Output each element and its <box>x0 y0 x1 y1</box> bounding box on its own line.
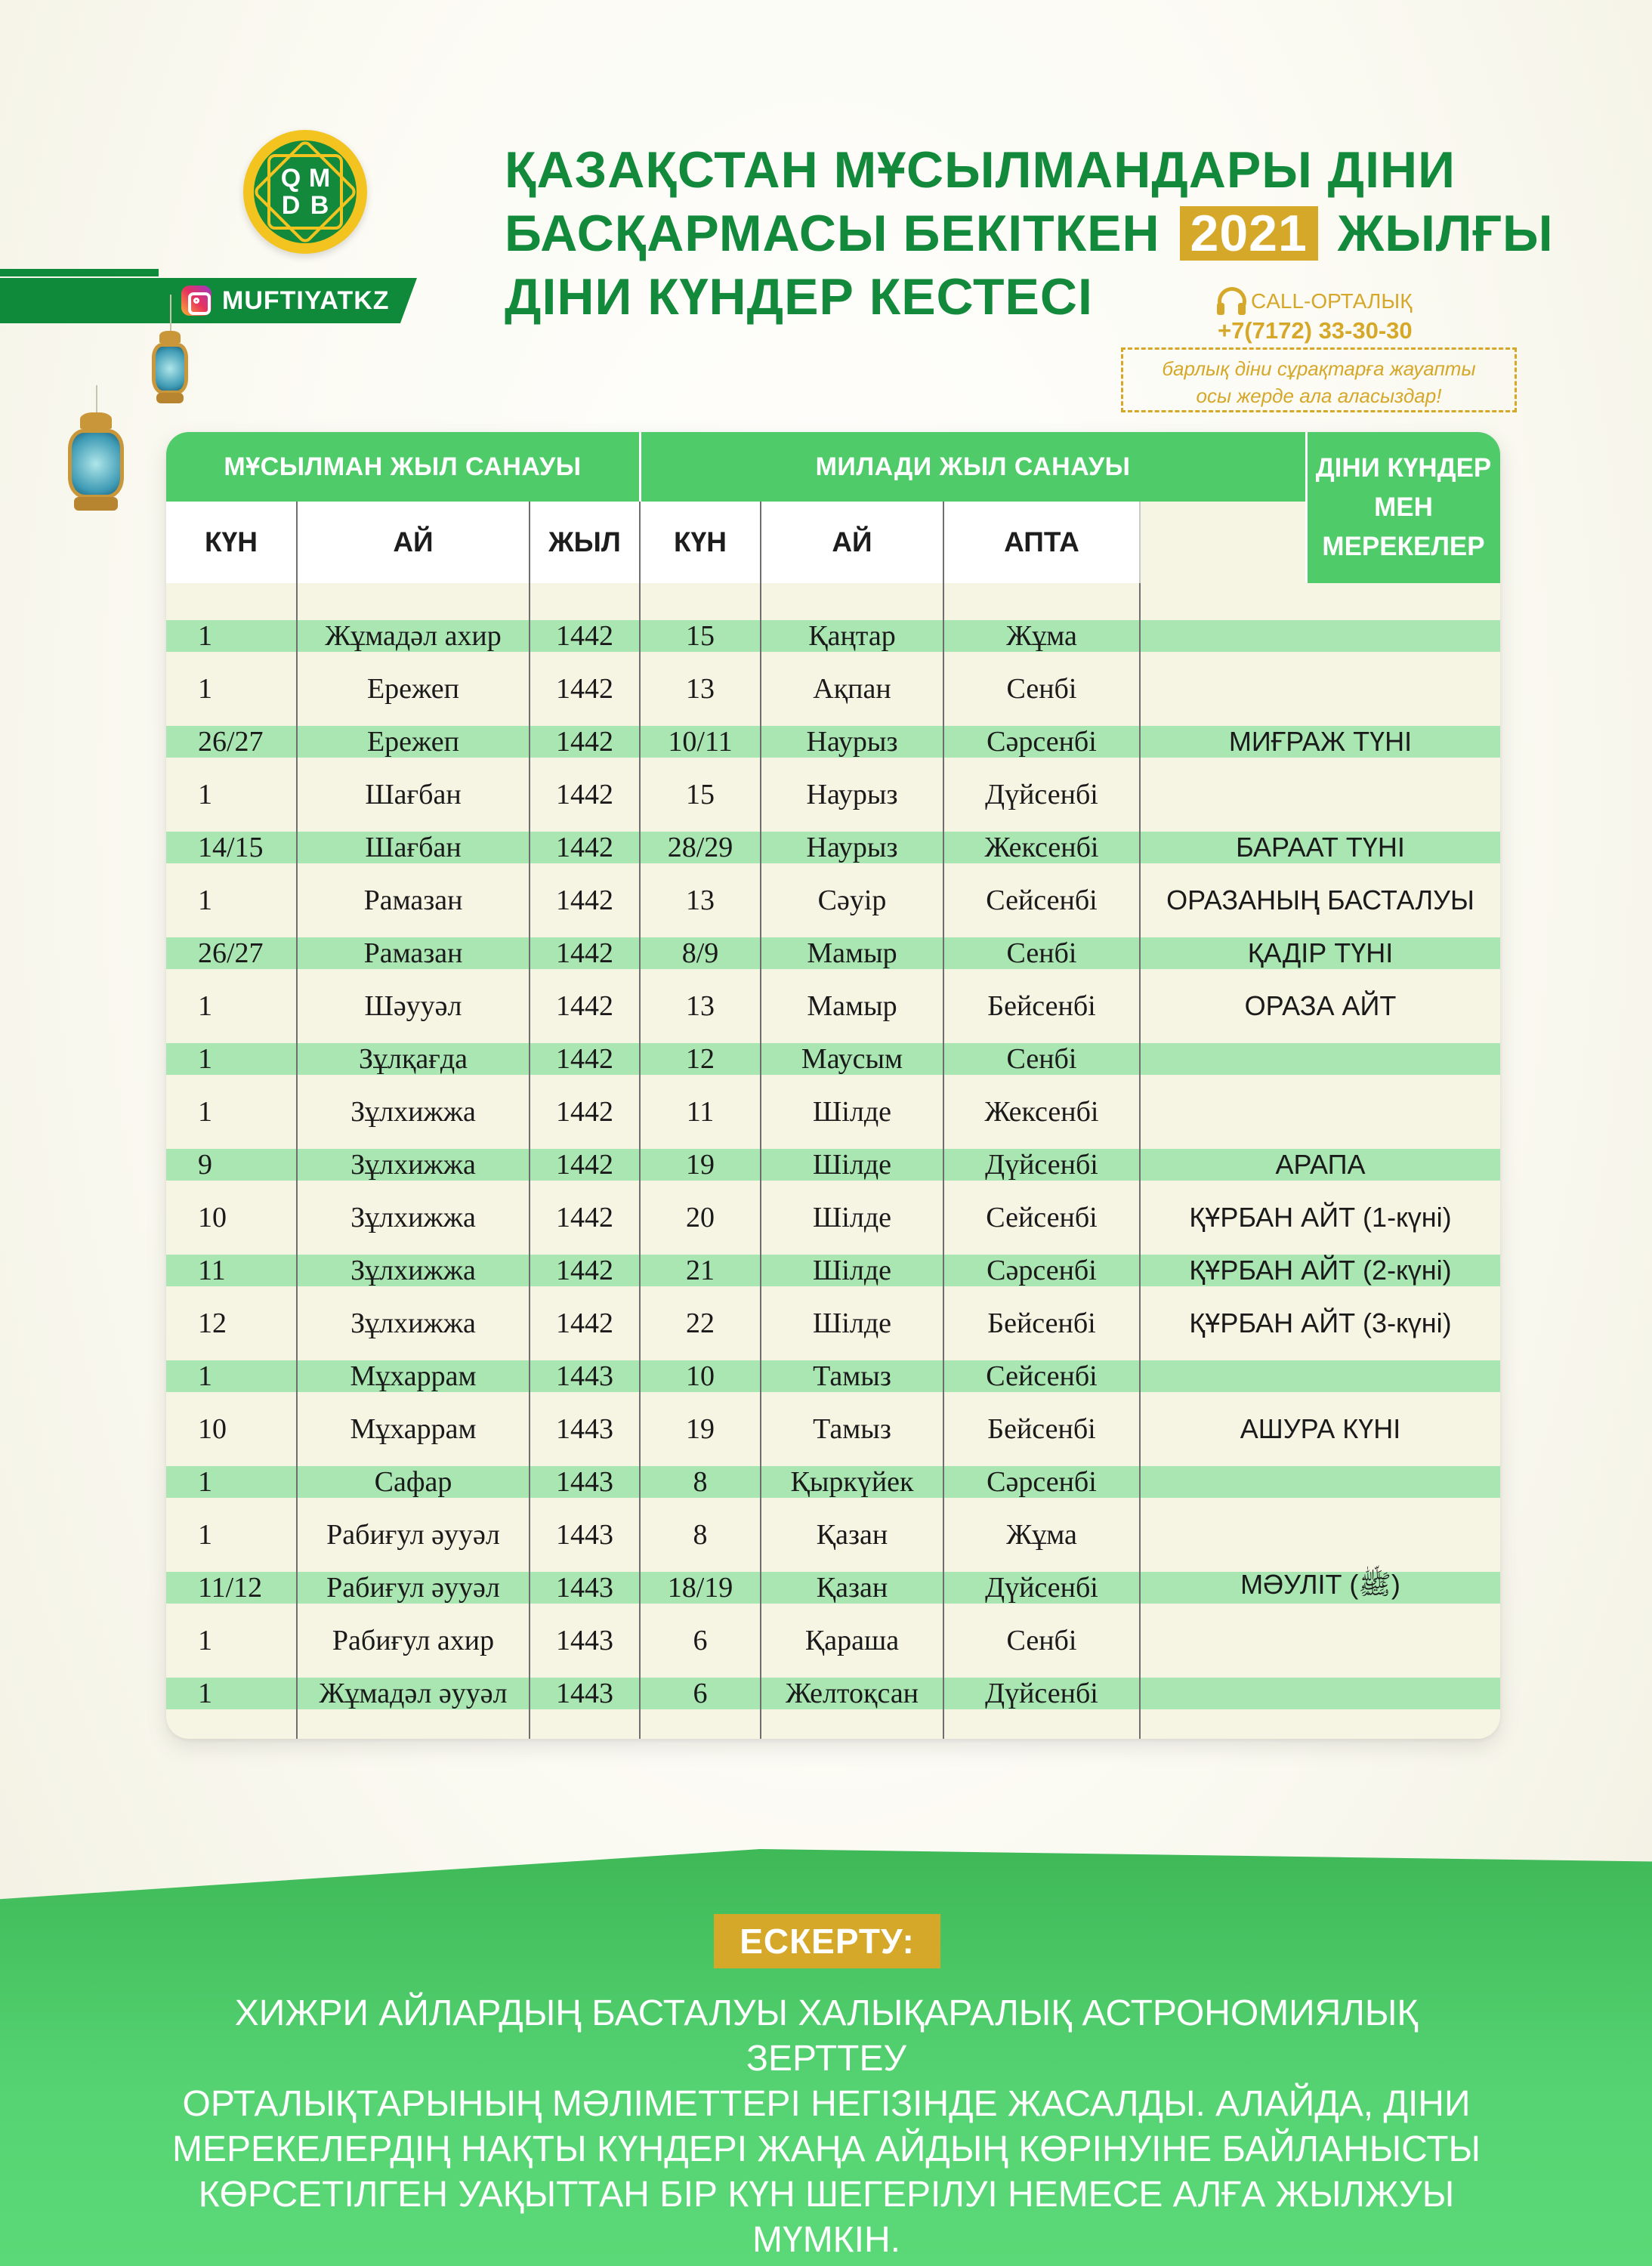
table-row <box>166 610 1500 662</box>
cell-weekday: Дүйсенбі <box>985 779 1098 810</box>
cell-gregorian-day: 13 <box>686 884 715 916</box>
cell-gregorian-month: Қыркүйек <box>790 1466 914 1498</box>
cell-hijri-month: Зұлқағда <box>358 1043 468 1075</box>
cell-day: 1 <box>198 1519 212 1551</box>
cell-hijri-year: 1443 <box>556 1413 613 1445</box>
cell-hijri-year: 1442 <box>556 884 613 916</box>
cell-hijri-year: 1442 <box>556 1149 613 1181</box>
call-center <box>1218 287 1429 344</box>
cell-gregorian-month: Шілде <box>812 1255 892 1286</box>
cell-hijri-year: 1442 <box>556 779 613 810</box>
cell-holiday <box>1141 1456 1500 1508</box>
column-header-month: АЙ <box>298 502 529 583</box>
cell-hijri-month: Шағбан <box>365 779 462 810</box>
call-center-phone[interactable]: +7(7172) 33-30-30 <box>1218 317 1413 344</box>
table-row <box>166 1350 1500 1403</box>
cell-weekday: Сейсенбі <box>986 1360 1098 1392</box>
cell-holiday: ҚҰРБАН АЙТ (3-күні) <box>1189 1307 1452 1338</box>
cell-holiday: АШУРА КҮНІ <box>1240 1413 1401 1444</box>
cell-holiday <box>1141 1350 1500 1403</box>
cell-gregorian-day: 20 <box>686 1202 715 1233</box>
cell-gregorian-month: Қараша <box>804 1625 900 1656</box>
cell-weekday: Бейсенбі <box>987 1413 1096 1445</box>
cell-gregorian-month: Тамыз <box>813 1413 891 1445</box>
cell-hijri-month: Мұхаррам <box>350 1413 477 1445</box>
cell-gregorian-month: Ақпан <box>813 673 891 705</box>
table-row <box>166 768 1500 821</box>
cell-gregorian-day: 28/29 <box>667 832 733 863</box>
cell-hijri-year: 1443 <box>556 1572 613 1604</box>
cell-hijri-month: Рабиғул әууәл <box>326 1519 500 1551</box>
cell-hijri-month: Рамазан <box>363 884 463 916</box>
cell-weekday: Сәрсенбі <box>987 1255 1097 1286</box>
cell-weekday: Жексенбі <box>984 1096 1099 1128</box>
cell-hijri-month: Шәууәл <box>364 990 462 1022</box>
cell-day: 12 <box>198 1307 227 1339</box>
cell-hijri-month: Зұлхижжа <box>350 1255 476 1286</box>
cell-gregorian-day: 8 <box>693 1519 708 1551</box>
cell-day: 9 <box>198 1149 212 1181</box>
cell-weekday: Бейсенбі <box>987 990 1096 1022</box>
cell-holiday <box>1141 1508 1500 1561</box>
title-line-3: ДІНИ КҮНДЕР КЕСТЕСІ <box>505 268 1093 326</box>
cell-gregorian-day: 6 <box>693 1625 708 1656</box>
cell-gregorian-day: 19 <box>686 1149 715 1181</box>
cell-gregorian-day: 13 <box>686 990 715 1022</box>
cell-weekday: Дүйсенбі <box>985 1149 1098 1181</box>
cell-day: 1 <box>198 779 212 810</box>
cell-gregorian-day: 13 <box>686 673 715 705</box>
cell-weekday: Сенбі <box>1006 673 1077 705</box>
title-line-1: ҚАЗАҚСТАН МҰСЫЛМАНДАРЫ ДІНИ <box>505 141 1456 199</box>
table-row <box>166 1508 1500 1561</box>
cell-gregorian-day: 21 <box>686 1255 715 1286</box>
headset-icon <box>1218 287 1246 316</box>
cell-gregorian-day: 11 <box>686 1096 715 1128</box>
cell-gregorian-month: Тамыз <box>813 1360 891 1392</box>
cell-day: 10 <box>198 1202 227 1233</box>
cell-weekday: Сенбі <box>1006 937 1077 969</box>
cell-hijri-month: Зұлхижжа <box>350 1307 476 1339</box>
cell-hijri-year: 1442 <box>556 832 613 863</box>
cell-gregorian-day: 10/11 <box>668 726 733 758</box>
cell-holiday: АРАПА <box>1275 1149 1366 1180</box>
cell-gregorian-day: 15 <box>686 620 715 652</box>
cell-weekday: Сәрсенбі <box>987 1466 1097 1498</box>
table-row <box>166 874 1500 927</box>
cell-hijri-month: Ережеп <box>366 726 460 758</box>
cell-hijri-year: 1443 <box>556 1519 613 1551</box>
cell-weekday: Сәрсенбі <box>987 726 1097 758</box>
qmdb-logo <box>243 130 367 254</box>
group-header-muslim: МҰСЫЛМАН ЖЫЛ САНАУЫ <box>166 432 639 502</box>
ribbon-stripe <box>0 269 159 276</box>
cell-day: 1 <box>198 673 212 705</box>
cell-holiday: БАРААТ ТҮНІ <box>1236 832 1405 863</box>
group-header-holidays: ДІНИ КҮНДЕР МЕН МЕРЕКЕЛЕР <box>1307 432 1500 583</box>
lantern-icon <box>147 317 193 431</box>
cell-day: 1 <box>198 1043 212 1075</box>
column-header-year: ЖЫЛ <box>530 502 639 583</box>
cell-gregorian-month: Наурыз <box>806 832 898 863</box>
cell-day: 14/15 <box>198 832 264 863</box>
cell-day: 1 <box>198 1625 212 1656</box>
cell-hijri-month: Рабиғул ахир <box>332 1625 495 1656</box>
cell-hijri-year: 1442 <box>556 1255 613 1286</box>
cell-weekday: Дүйсенбі <box>985 1572 1098 1604</box>
table-row <box>166 662 1500 715</box>
cell-day: 1 <box>198 990 212 1022</box>
cell-weekday: Сенбі <box>1006 1625 1077 1656</box>
logo-inner <box>254 140 357 243</box>
cell-weekday: Дүйсенбі <box>985 1678 1098 1709</box>
cell-day: 1 <box>198 884 212 916</box>
cell-gregorian-day: 10 <box>686 1360 715 1392</box>
cell-hijri-month: Шағбан <box>365 832 462 863</box>
column-header-gday: КҮН <box>641 502 760 583</box>
cell-gregorian-month: Мамыр <box>807 937 897 969</box>
cell-weekday: Сейсенбі <box>986 884 1098 916</box>
cell-hijri-month: Жұмадәл ахир <box>325 620 502 652</box>
column-header-weekday: АПТА <box>944 502 1139 583</box>
cell-hijri-year: 1442 <box>556 726 613 758</box>
cell-hijri-month: Рабиғул әууәл <box>326 1572 500 1604</box>
cell-day: 1 <box>198 620 212 652</box>
cell-hijri-year: 1442 <box>556 1043 613 1075</box>
call-center-label: CALL-ОРТАЛЫҚ <box>1251 289 1413 313</box>
table-row <box>166 980 1500 1033</box>
cell-hijri-year: 1443 <box>556 1678 613 1709</box>
table-row <box>166 927 1500 980</box>
cell-holiday <box>1141 1033 1500 1085</box>
cell-gregorian-day: 15 <box>686 779 715 810</box>
cell-hijri-month: Рамазан <box>363 937 463 969</box>
cell-gregorian-month: Қаңтар <box>808 620 896 652</box>
cell-gregorian-month: Шілде <box>812 1149 892 1181</box>
cell-gregorian-month: Наурыз <box>806 726 898 758</box>
table-row <box>166 1667 1500 1720</box>
warning-text: ХИЖРИ АЙЛАРДЫҢ БАСТАЛУЫ ХАЛЫҚАРАЛЫҚ АСТРОНОМИЯЛЫҚ ЗЕРТТЕУ ОРТАЛЫҚТАРЫНЫҢ МӘЛІМЕТТЕРІ НЕГІЗІНДЕ ЖАСАЛДЫ. АЛАЙДА, ДІНИ МЕРЕКЕЛЕРДІҢ НАҚТЫ КҮНДЕРІ ЖАҢА АЙДЫҢ КӨРІНУІНЕ БАЙЛАНЫСТЫ КӨРСЕТІЛГЕН УАҚЫТТАН БІР КҮН ШЕГЕРІЛУІ НЕМЕСЕ АЛҒА ЖЫЛЖУЫ МҮМКІН. <box>171 1993 1481 2260</box>
cell-gregorian-day: 8/9 <box>681 937 719 969</box>
cell-hijri-year: 1442 <box>556 1307 613 1339</box>
table-row <box>166 1191 1500 1244</box>
cell-gregorian-month: Маусым <box>801 1043 903 1075</box>
cell-hijri-year: 1442 <box>556 1096 613 1128</box>
cell-hijri-month: Жұмадәл әууәл <box>319 1678 508 1709</box>
table-row <box>166 1456 1500 1508</box>
cell-gregorian-month: Желтоқсан <box>785 1678 919 1709</box>
warning-title: ЕСКЕРТУ: <box>714 1914 940 1968</box>
holidays-table <box>166 432 1500 1739</box>
table-row <box>166 1244 1500 1297</box>
cell-hijri-year: 1443 <box>556 1625 613 1656</box>
cell-weekday: Жексенбі <box>984 832 1099 863</box>
cell-weekday: Сенбі <box>1006 1043 1077 1075</box>
cell-gregorian-day: 12 <box>686 1043 715 1075</box>
cell-gregorian-month: Мамыр <box>807 990 897 1022</box>
cell-day: 1 <box>198 1096 212 1128</box>
cell-weekday: Бейсенбі <box>987 1307 1096 1339</box>
cell-day: 1 <box>198 1466 212 1498</box>
cell-hijri-year: 1442 <box>556 990 613 1022</box>
cell-gregorian-month: Шілде <box>812 1202 892 1233</box>
title-line-2: БАСҚАРМАСЫ БЕКІТКЕН 2021 ЖЫЛҒЫ <box>505 205 1554 262</box>
cell-day: 11/12 <box>198 1572 263 1604</box>
cell-gregorian-month: Шілде <box>812 1307 892 1339</box>
cell-holiday: ҚҰРБАН АЙТ (2-күні) <box>1189 1255 1452 1286</box>
cell-day: 11 <box>198 1255 226 1286</box>
cell-gregorian-month: Наурыз <box>806 779 898 810</box>
group-header-gregorian: МИЛАДИ ЖЫЛ САНАУЫ <box>641 432 1305 502</box>
column-header-day: КҮН <box>166 502 296 583</box>
cell-hijri-month: Мұхаррам <box>350 1360 477 1392</box>
hint-box: барлық діни сұрақтарға жауапты осы жерде ала аласыздар! <box>1121 347 1517 412</box>
cell-gregorian-day: 8 <box>693 1466 708 1498</box>
instagram-icon <box>181 286 212 316</box>
column-header-gmonth: АЙ <box>761 502 943 583</box>
cell-weekday: Жұма <box>1006 620 1077 652</box>
cell-weekday: Сейсенбі <box>986 1202 1098 1233</box>
cell-holiday <box>1141 1614 1500 1667</box>
cell-gregorian-month: Шілде <box>812 1096 892 1128</box>
table-row <box>166 1297 1500 1350</box>
cell-hijri-month: Зұлхижжа <box>350 1096 476 1128</box>
cell-hijri-year: 1442 <box>556 673 613 705</box>
cell-holiday: ҚАДІР ТҮНІ <box>1247 937 1394 968</box>
cell-gregorian-month: Қазан <box>816 1519 888 1551</box>
cell-gregorian-day: 19 <box>686 1413 715 1445</box>
cell-holiday: ОРАЗАНЫҢ БАСТАЛУЫ <box>1166 884 1474 915</box>
cell-gregorian-day: 22 <box>686 1307 715 1339</box>
table-row <box>166 821 1500 874</box>
cell-holiday <box>1141 768 1500 821</box>
cell-holiday <box>1141 610 1500 662</box>
cell-hijri-year: 1443 <box>556 1360 613 1392</box>
table-row <box>166 1085 1500 1138</box>
cell-day: 10 <box>198 1413 227 1445</box>
cell-hijri-year: 1442 <box>556 620 613 652</box>
cell-holiday: ҚҰРБАН АЙТ (1-күні) <box>1189 1202 1452 1233</box>
instagram-handle: MUFTIYATKZ <box>222 286 390 315</box>
cell-holiday: МӘУЛІТ (ﷺ) <box>1240 1569 1400 1600</box>
cell-day: 1 <box>198 1360 212 1392</box>
instagram-link[interactable] <box>181 286 390 316</box>
table-row <box>166 1561 1500 1614</box>
cell-gregorian-month: Сәуір <box>817 884 887 916</box>
cell-hijri-year: 1442 <box>556 1202 613 1233</box>
cell-holiday: ОРАЗА АЙТ <box>1244 990 1397 1021</box>
table-row <box>166 715 1500 768</box>
table-row <box>166 1403 1500 1456</box>
cell-day: 1 <box>198 1678 212 1709</box>
table-row <box>166 1138 1500 1191</box>
cell-day: 26/27 <box>198 937 264 969</box>
cell-holiday <box>1141 662 1500 715</box>
table-row <box>166 1033 1500 1085</box>
cell-hijri-year: 1443 <box>556 1466 613 1498</box>
cell-hijri-month: Ережеп <box>366 673 460 705</box>
logo-letters: Q M D B <box>280 164 331 220</box>
cell-holiday <box>1141 1667 1500 1720</box>
cell-day: 26/27 <box>198 726 264 758</box>
cell-gregorian-month: Қазан <box>816 1572 888 1604</box>
cell-hijri-year: 1442 <box>556 937 613 969</box>
cell-holiday <box>1141 1085 1500 1138</box>
cell-weekday: Жұма <box>1006 1519 1077 1551</box>
cell-holiday: МИҒРАЖ ТҮНІ <box>1228 726 1413 757</box>
lantern-icon <box>62 400 130 536</box>
cell-hijri-month: Сафар <box>374 1466 452 1498</box>
year-badge: 2021 <box>1180 206 1318 261</box>
table-row <box>166 1614 1500 1667</box>
cell-gregorian-day: 18/19 <box>667 1572 733 1604</box>
cell-hijri-month: Зұлхижжа <box>350 1202 476 1233</box>
cell-gregorian-day: 6 <box>693 1678 708 1709</box>
cell-hijri-month: Зұлхижжа <box>350 1149 476 1181</box>
